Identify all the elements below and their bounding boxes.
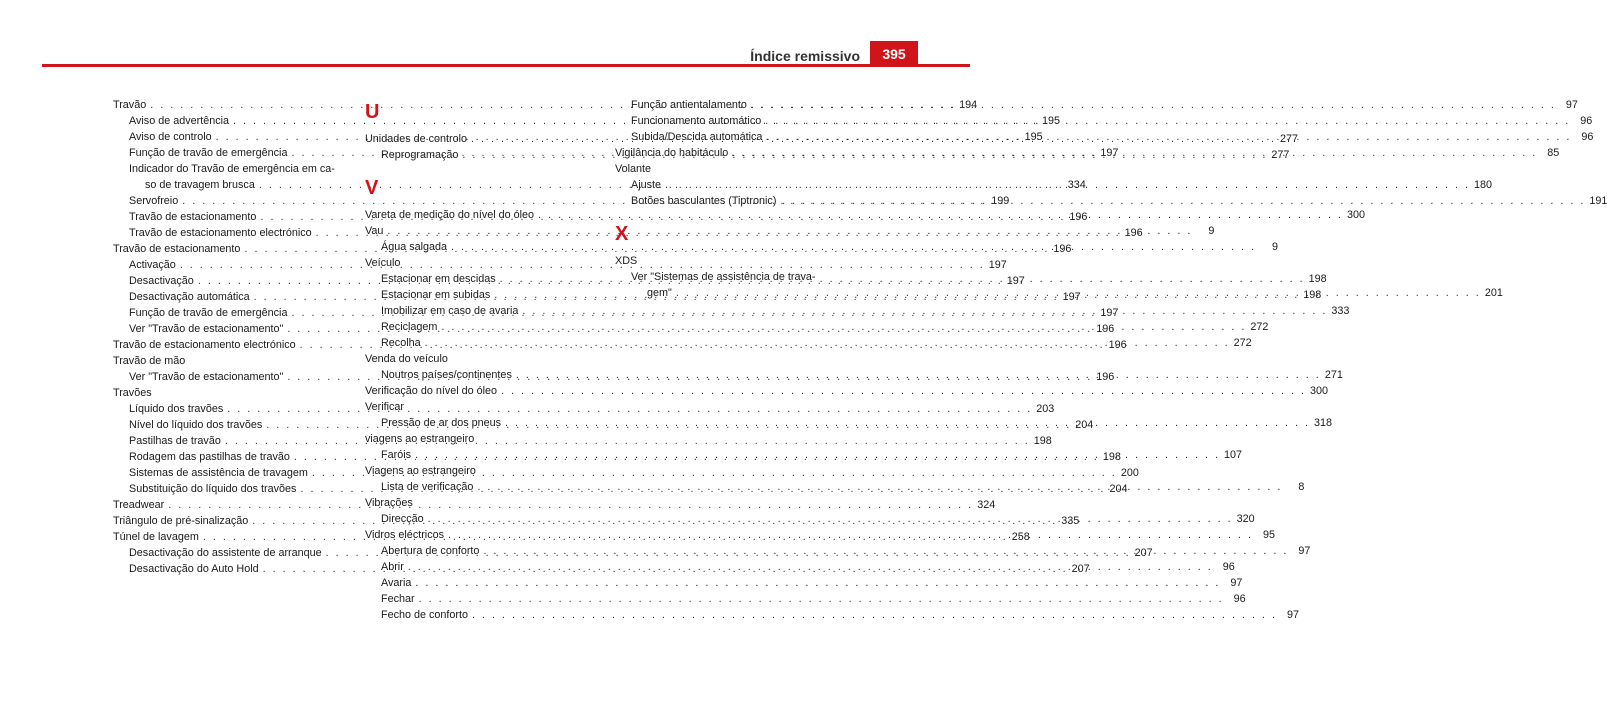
index-entry: Vigilância do habitáculo . . . 85 bbox=[615, 145, 851, 161]
index-subentry: Servofreio . . . 199 bbox=[129, 193, 351, 209]
index-subentry: Faróis . . . 107 bbox=[381, 447, 601, 463]
index-subentry: Lista de verificação . . . 8 bbox=[381, 479, 601, 495]
index-heading-entry: Venda do veículo bbox=[365, 353, 448, 365]
index-entry: Treadwear . . . 324 bbox=[113, 497, 351, 513]
index-subentry: Pressão de ar dos pneus . . . 318 bbox=[381, 415, 601, 431]
index-subentry: Sistemas de assistência de travagem . . . 200 bbox=[129, 465, 351, 481]
index-subentry: Subida/Descida automática . . . 96 bbox=[631, 129, 851, 145]
index-subentry: Função antientalamento . . . 97 bbox=[631, 97, 851, 113]
index-entry: Travão de estacionamento electrónico . . . 196 bbox=[113, 337, 351, 353]
index-entry: Vareta de medição do nível do óleo . . . 300 bbox=[365, 207, 601, 223]
index-heading-entry: Vibrações bbox=[365, 497, 413, 509]
index-subentry: Imobilizar em caso de avaria . . . 333 bbox=[381, 303, 601, 319]
index-subentry: Desactivação do assistente de arranque . . . 207 bbox=[129, 545, 351, 561]
index-entry: Unidades de controlo . . . 277 bbox=[365, 131, 601, 147]
index-heading-entry: Viagens ao estrangeiro bbox=[365, 465, 476, 477]
index-subentry: Reprogramação . . . 277 bbox=[381, 147, 601, 163]
index-entry: Verificação do nível do óleo . . . 300 bbox=[365, 383, 601, 399]
page-number-badge: 395 bbox=[870, 41, 918, 67]
section-letter-x: X bbox=[615, 223, 629, 245]
index-subentry: Desactivação . . . 197 bbox=[129, 273, 351, 289]
index-subentry: Líquido dos travões . . . 203 bbox=[129, 401, 351, 417]
index-subentry: Avaria . . . 97 bbox=[381, 575, 601, 591]
index-subentry: Botões basculantes (Tiptronic) . . . 191 bbox=[631, 193, 851, 209]
index-subentry: Recolha . . . 272 bbox=[381, 335, 601, 351]
index-subentry: Nível do líquido dos travões . . . 204 bbox=[129, 417, 351, 433]
index-subentry: Fecho de conforto . . . 97 bbox=[381, 607, 601, 623]
index-subentry: Ajuste . . . 180 bbox=[631, 177, 851, 193]
page-title: Índice remissivo bbox=[750, 48, 860, 64]
index-subentry: Ver "Travão de estacionamento" . . . 196 bbox=[129, 321, 351, 337]
index-subentry: Estacionar em descidas . . . 198 bbox=[381, 271, 601, 287]
index-subentry: Desactivação do Auto Hold . . . 207 bbox=[129, 561, 351, 577]
index-subentry: Função de travão de emergência . . . 197 bbox=[129, 145, 351, 161]
index-subentry: Funcionamento automático . . . 96 bbox=[631, 113, 851, 129]
index-subentry: Abrir . . . 96 bbox=[381, 559, 601, 575]
section-letter-u: U bbox=[365, 101, 380, 123]
index-subentry: Estacionar em subidas . . . 198 bbox=[381, 287, 601, 303]
index-subentry: Função de travão de emergência . . . 197 bbox=[129, 305, 351, 321]
index-heading-entry: Travão de mão bbox=[113, 355, 186, 367]
index-subentry: Aviso de controlo . . . 195 bbox=[129, 129, 351, 145]
index-subentry: Aviso de advertência . . . 195 bbox=[129, 113, 351, 129]
index-subentry: Direcção . . . 320 bbox=[381, 511, 601, 527]
index-subentry-wrapped: Ver "Sistemas de assistência de trava- gem". . . 201 bbox=[631, 269, 851, 301]
index-entry: Vau . . . 9 bbox=[365, 223, 601, 239]
index-entry: Travão . . . 194 bbox=[113, 97, 351, 113]
index-subentry: Ver "Travão de estacionamento" . . . 196 bbox=[129, 369, 351, 385]
index-heading-entry: XDS bbox=[615, 255, 638, 267]
header-rule bbox=[42, 64, 970, 67]
index-subentry: Substituição do líquido dos travões . . . 204 bbox=[129, 481, 351, 497]
index-subentry: Pastilhas de travão . . . 198 bbox=[129, 433, 351, 449]
index-subentry-wrapped: Indicador do Travão de emergência em ca- so de travagem brusca. . . 334 bbox=[129, 161, 351, 193]
index-entry: Vidros eléctricos . . . 95 bbox=[365, 527, 601, 543]
index-subentry: Fechar . . . 96 bbox=[381, 591, 601, 607]
index-subentry: Activação . . . 197 bbox=[129, 257, 351, 273]
index-subentry: Travão de estacionamento electrónico . . . 196 bbox=[129, 225, 351, 241]
index-subentry: Abertura de conforto . . . 97 bbox=[381, 543, 601, 559]
index-subentry: Travão de estacionamento . . . 196 bbox=[129, 209, 351, 225]
index-heading-entry: Travões bbox=[113, 387, 152, 399]
index-subentry: Noutros países/continentes . . . 271 bbox=[381, 367, 601, 383]
index-heading-entry: Veículo bbox=[365, 257, 401, 269]
index-heading-entry: Volante bbox=[615, 163, 652, 175]
section-letter-v: V bbox=[365, 177, 379, 199]
index-heading-entry: viagens ao estrangeiro bbox=[365, 433, 475, 445]
index-subentry: Desactivação automática . . . 197 bbox=[129, 289, 351, 305]
index-entry: Túnel de lavagem . . . 258 bbox=[113, 529, 351, 545]
index-entry: Triângulo de pré-sinalização . . . 335 bbox=[113, 513, 351, 529]
index-entry: Travão de estacionamento . . . 196 bbox=[113, 241, 351, 257]
index-heading-entry: Verificar bbox=[365, 401, 405, 413]
index-subentry: Reciclagem . . . 272 bbox=[381, 319, 601, 335]
index-subentry: Rodagem das pastilhas de travão . . . 198 bbox=[129, 449, 351, 465]
index-subentry: Água salgada . . . 9 bbox=[381, 239, 601, 255]
